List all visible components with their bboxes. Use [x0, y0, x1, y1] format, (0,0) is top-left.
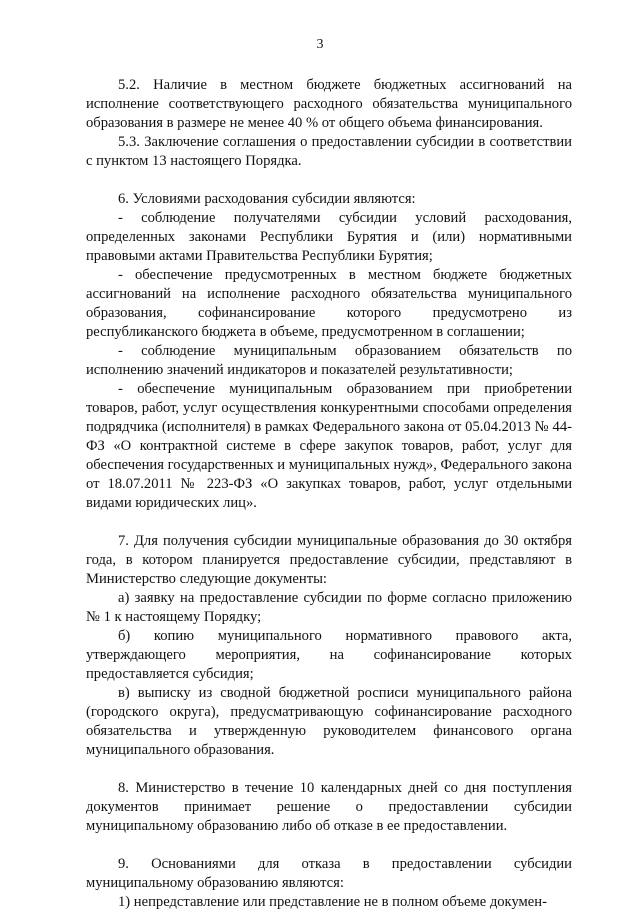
paragraph-7-item-c: в) выписку из сводной бюджетной росписи муниципального района (городского округа), предусматривающую софинансирование расходного обязательства и утвержденную руководителем финансового органа муниципального образования. [86, 685, 572, 758]
paragraph-6-heading: 6. Условиями расходования субсидии являются: [118, 191, 416, 207]
paragraph-6-item-4: - обеспечение муниципальным образованием при приобретении товаров, работ, услуг осуществления конкурентными способами определения подрядчика (исполнителя) в рамках Федерального закона от 05.04.2013 № 44-ФЗ «О контрактной системе в сфере закупок товаров, работ, услуг для обеспечения государственных и муниципальных нужд», Федерального закона от 18.07.2011 № 223-ФЗ «О закупках товаров, работ, услуг отдельными видами юридических лиц». [86, 381, 572, 511]
paragraph-8: 8. Министерство в течение 10 календарных дней со дня поступления документов принимает решение о предоставлении субсидии муниципальному образованию либо об отказе в ее предоставлении. [86, 780, 572, 834]
paragraph-6-item-1: - соблюдение получателями субсидии условий расходования, определенных законами Республики Бурятия и (или) нормативными правовыми актами Правительства Республики Бурятия; [86, 210, 572, 264]
paragraph-6-item-2: - обеспечение предусмотренных в местном бюджете бюджетных ассигнований на исполнение расходного обязательства муниципального образования, софинансирование которого предусмотрено из республиканского бюджета в объеме, предусмотренном в соглашении; [86, 267, 572, 340]
page-number: 3 [316, 37, 324, 52]
paragraph-9-heading: 9. Основаниями для отказа в предоставлении субсидии муниципальному образованию являются: [86, 856, 572, 891]
document-body [86, 76, 572, 912]
paragraph-7-item-b: б) копию муниципального нормативного правового акта, утверждающего мероприятия, на софинансирование которых предоставляется субсидия; [86, 628, 572, 682]
paragraph-7-item-a: а) заявку на предоставление субсидии по форме согласно приложению № 1 к настоящему Порядку; [86, 590, 572, 625]
paragraph-5-2: 5.2. Наличие в местном бюджете бюджетных ассигнований на исполнение соответствующего расходного обязательства муниципального образования в размере не менее 40 % от общего объема финансирования. [86, 77, 572, 131]
paragraph-9-item-1: 1) непредставление или представление не в полном объеме докумен- [118, 894, 547, 910]
paragraph-7-heading: 7. Для получения субсидии муниципальные образования до 30 октября года, в котором планируется предоставление субсидии, представляют в Министерство следующие документы: [86, 533, 572, 587]
paragraph-6-item-3: - соблюдение муниципальным образованием обязательств по исполнению значений индикаторов и показателей результативности; [86, 343, 572, 378]
paragraph-5-3: 5.3. Заключение соглашения о предоставлении субсидии в соответствии с пунктом 13 настоящего Порядка. [86, 134, 572, 169]
